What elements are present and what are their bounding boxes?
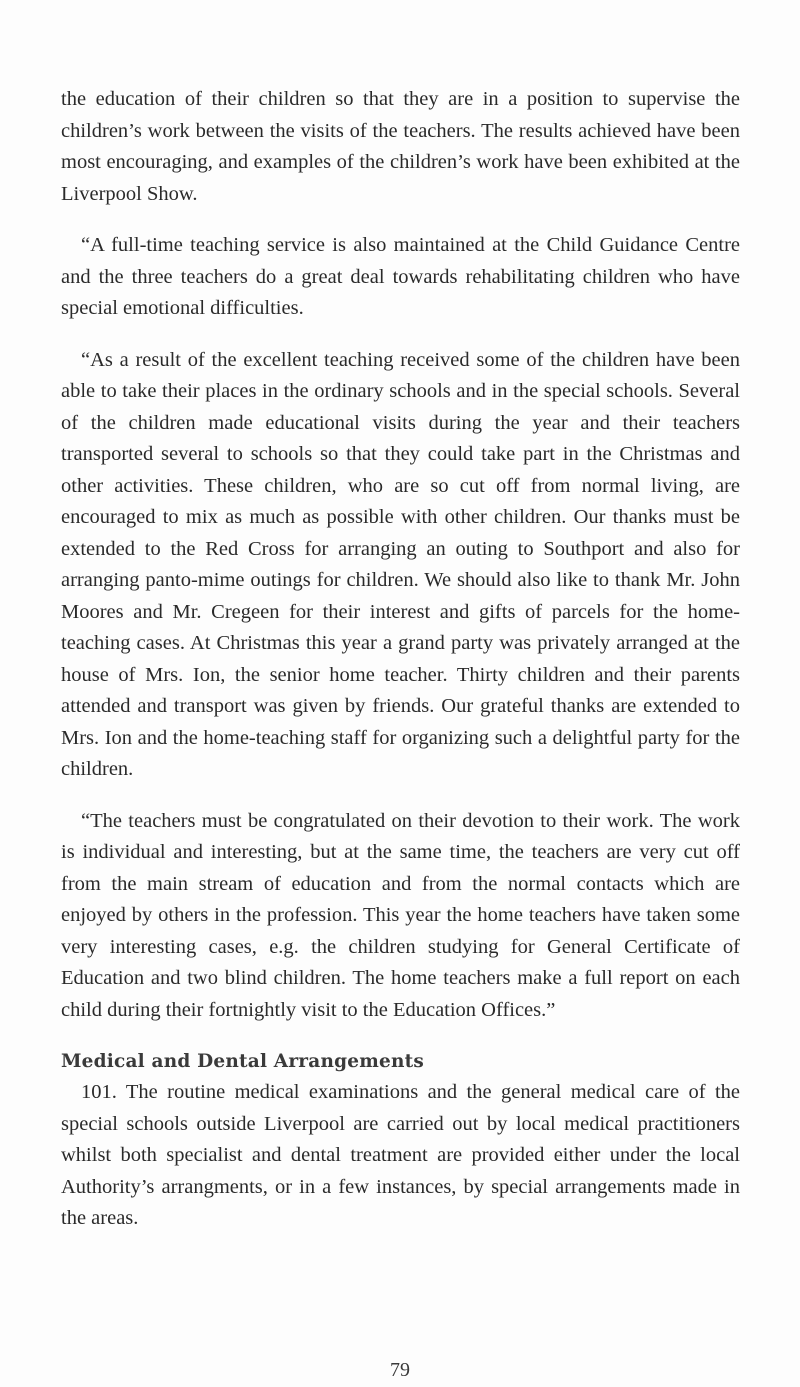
page-content [61, 84, 740, 1235]
paragraph-101: 101. The routine medical examinations and the general medical care of the special schools outside Liverpool are carried out by local medical practitioners whilst both specialist and dental treatment are provided either under the local Authority’s arrangments, or in a few instances, by special arrangements made in the areas. [61, 1081, 740, 1229]
page-number: 79 [390, 1359, 410, 1381]
paragraph-gap [61, 210, 740, 230]
paragraph-continuation: the education of their children so that they are in a position to supervise the children’s work between the visits of the teachers. The results achieved have been most encouraging, and examples of the children’s work have been exhibited at the Liverpool Show. [61, 88, 740, 205]
paragraph-excellent-teaching: “As a result of the excellent teaching received some of the children have been able to take their places in the ordinary schools and in the special schools. Several of the children made educational visits during the year and their teachers transported several to schools so that they could take part in the Christmas and other activities. These children, who are so cut off from normal living, are encouraged to mix as much as possible with other children. Our thanks must be extended to the Red Cross for arranging an outing to Southport and also for arranging panto-mime outings for children. We should also like to thank Mr. John Moores and Mr. Cregeen for their interest and gifts of parcels for the home-teaching cases. At Christmas this year a grand party was privately arranged at the house of Mrs. Ion, the senior home teacher. Thirty children and their parents attended and transport was given by friends. Our grateful thanks are extended to Mrs. Ion and the home-teaching staff for organizing such a delightful party for the children. [61, 348, 740, 780]
paragraph-gap [61, 1026, 740, 1046]
paragraph-gap [61, 325, 740, 345]
paragraph-gap [61, 786, 740, 806]
paragraph-teachers-congratulated: “The teachers must be congratulated on their devotion to their work. The work is individual and interesting, but at the same time, the teachers are very cut off from the main stream of education and from the normal contacts which are enjoyed by others in the profession. This year the home teachers have taken some very interesting cases, e.g. the children studying for General Certificate of Education and two blind children. The home teachers make a full report on each child during their fortnightly visit to the Education Offices.” [61, 809, 740, 1021]
section-heading: Medical and Dental Arrangements [61, 1051, 424, 1072]
paragraph-child-guidance: “A full-time teaching service is also maintained at the Child Guidance Centre and the three teachers do a great deal towards rehabilitating children who have special emotional difficulties. [61, 234, 740, 319]
